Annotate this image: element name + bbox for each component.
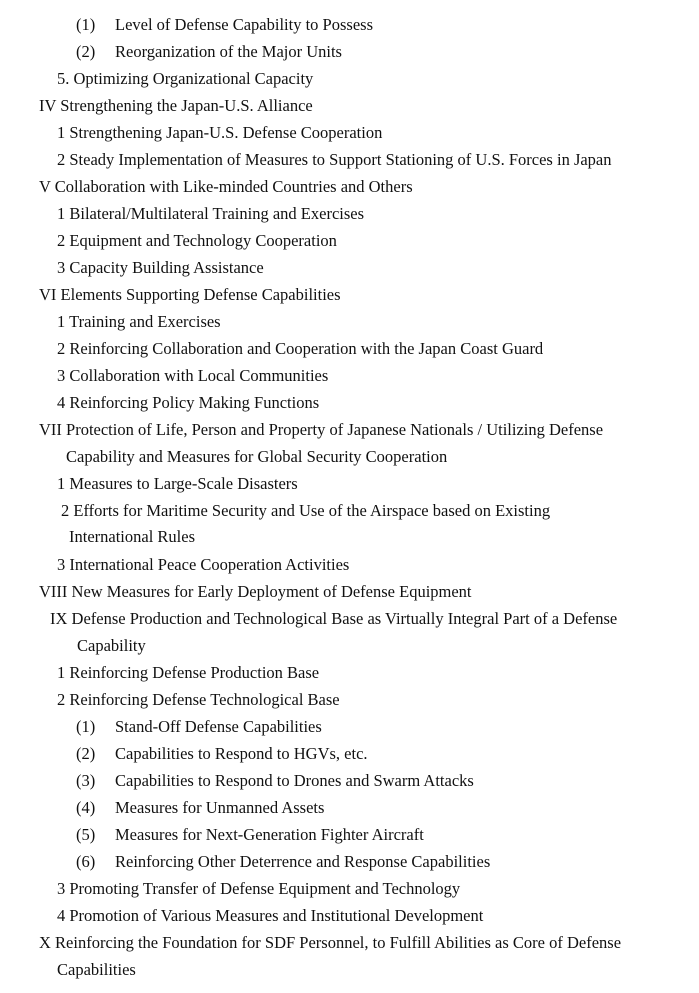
toc-entry [76,825,424,845]
toc-entry [57,69,313,89]
toc-entry-text: 2 Reinforcing Defense Technological Base [57,690,340,709]
toc-entry-text: 1 Bilateral/Multilateral Training and Exercises [57,204,365,223]
toc-entry-text: 1 Reinforcing Defense Production Base [57,663,320,682]
toc-entry [57,258,264,278]
toc-entry-text: 2 Steady Implementation of Measures to Support Stationing of U.S. Forces in Japan [57,150,612,169]
toc-entry [57,690,340,710]
toc-entry [39,582,472,602]
toc-entry [76,42,342,62]
toc-entry [57,879,460,899]
toc-entry-number: (4) [76,798,96,817]
toc-entry-text: 1 Training and Exercises [57,312,221,331]
toc-entry-text: Reinforcing Other Deterrence and Response Capabilities [115,852,491,871]
toc-entry [76,771,474,791]
toc-entry-text: International Rules [69,527,196,546]
toc-entry-text: 3 Capacity Building Assistance [57,258,264,277]
toc-entry-text: Capability and Measures for Global Security Cooperation [66,447,448,466]
toc-entry [39,933,621,953]
toc-entry-text: V Collaboration with Like-minded Countries and Others [39,177,413,196]
toc-entry [57,960,136,980]
toc-entry-text: 1 Measures to Large-Scale Disasters [57,474,298,493]
toc-entry-text: 4 Reinforcing Policy Making Functions [57,393,320,412]
toc-entry-text: X Reinforcing the Foundation for SDF Personnel, to Fulfill Abilities as Core of Defense [39,933,622,952]
toc-entry [39,177,413,197]
toc-entry [69,527,195,547]
toc-entry [76,744,368,764]
toc-entry-text: 5. Optimizing Organizational Capacity [57,69,314,88]
toc-entry [76,15,373,35]
toc-entry [50,609,617,629]
toc-entry-text: 1 Strengthening Japan-U.S. Defense Cooperation [57,123,383,142]
toc-entry [57,393,319,413]
toc-entry [57,555,349,575]
toc-entry-text: 3 International Peace Cooperation Activities [57,555,350,574]
toc-entry-number: (1) [76,717,96,736]
toc-entry-text: Reorganization of the Major Units [115,42,342,61]
toc-entry [66,447,447,467]
toc-entry [57,474,298,494]
toc-entry [76,852,490,872]
toc-entry-text: Capability [77,636,146,655]
toc-entry-text: Measures for Next-Generation Fighter Aircraft [115,825,424,844]
toc-entry [39,96,313,116]
toc-entry [57,906,483,926]
toc-entry [77,636,146,656]
toc-entry [57,663,319,683]
toc-entry [39,285,341,305]
toc-entry [57,339,543,359]
toc-entry-text: 2 Equipment and Technology Cooperation [57,231,337,250]
toc-entry-number: (3) [76,771,96,790]
toc-entry-text: Level of Defense Capability to Possess [115,15,373,34]
toc-entry-text: VII Protection of Life, Person and Property of Japanese Nationals / Utilizing Defense [39,420,604,439]
toc-entry [76,798,324,818]
toc-entry [57,123,382,143]
toc-entry-text: VI Elements Supporting Defense Capabilities [39,285,341,304]
toc-entry-text: Measures for Unmanned Assets [115,798,325,817]
toc-entry-text: IV Strengthening the Japan-U.S. Alliance [39,96,313,115]
toc-entry-number: (5) [76,825,96,844]
toc-entry-number: (6) [76,852,96,871]
toc-entry-text: Capabilities [57,960,136,979]
toc-entry-text: IX Defense Production and Technological Base as Virtually Integral Part of a Defense [50,609,618,628]
toc-entry-text: 3 Collaboration with Local Communities [57,366,329,385]
toc-entry-text: 3 Promoting Transfer of Defense Equipment and Technology [57,879,461,898]
toc-entry-text: 2 Efforts for Maritime Security and Use of the Airspace based on Existing [61,501,551,520]
toc-entry [61,501,550,521]
toc-entry-text: Capabilities to Respond to Drones and Swarm Attacks [115,771,474,790]
toc-entry-text: 2 Reinforcing Collaboration and Cooperation with the Japan Coast Guard [57,339,544,358]
toc-entry-number: (2) [76,744,96,763]
toc-entry-text: Capabilities to Respond to HGVs, etc. [115,744,368,763]
toc-entry [39,420,603,440]
toc-entry-text: 4 Promotion of Various Measures and Institutional Development [57,906,484,925]
toc-entry [57,204,364,224]
toc-entry-text: VIII New Measures for Early Deployment of Defense Equipment [39,582,472,601]
toc-entry [57,231,337,251]
toc-entry [76,717,322,737]
toc-entry [57,366,328,386]
toc-entry-number: (2) [76,42,96,61]
toc-entry [57,312,221,332]
toc-entry [57,150,612,170]
toc-entry-text: Stand-Off Defense Capabilities [115,717,322,736]
toc-entry-number: (1) [76,15,96,34]
